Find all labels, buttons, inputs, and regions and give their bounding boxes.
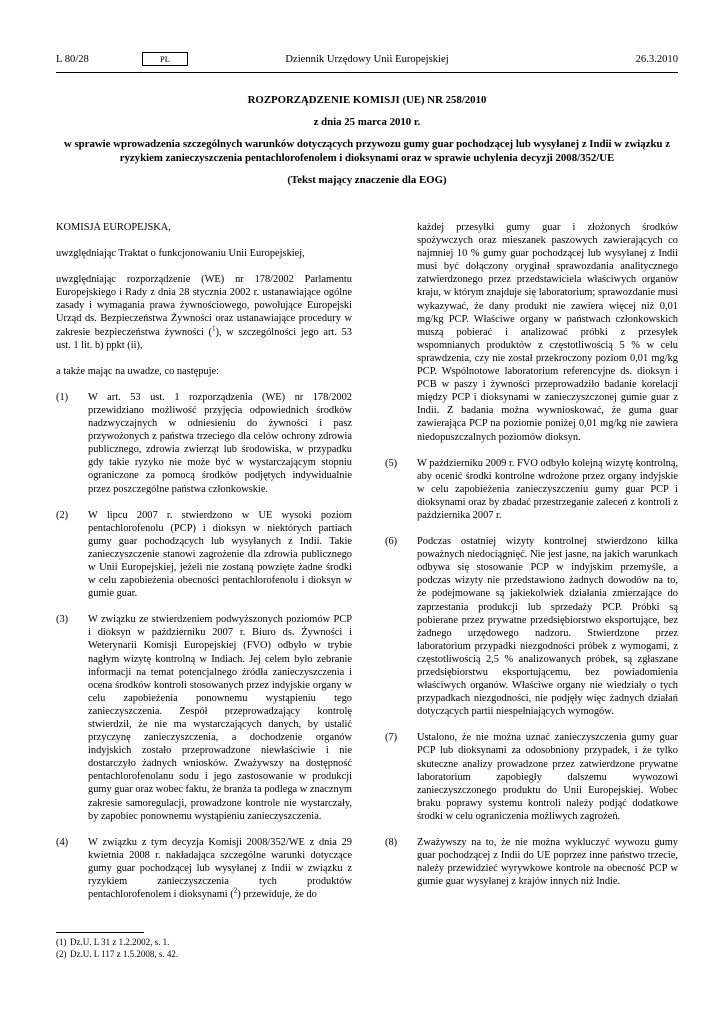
recital-4-continuation: każdej przesyłki gumy guar i złożonych środków spożywczych oraz mieszanek paszowych zawierających co najmniej 10 % gumy guar pochodzącej lub wysyłanej z Indii musi być dołączony oryginał sprawozdania analitycznego zatwierdzonego przez przedstawiciela właściwych organów kraju, w którym znajduje się laboratorium; sprawozdanie musi wykazywać, że dany produkt nie zawiera więcej niż 0,01 mg/kg PCP. Właściwe organy w państwach członkowskich muszą pobierać i analizować próbki z przesyłek wspomnianych produktów z częstotliwością 5 % w celu sprawdzenia, czy nie został przekroczony poziom 0,01 mg/kg PCP. Wspólnotowe laboratorium referencyjne ds. dioksyn i PCB w paszy i żywności przeprowadziło badanie korelacji między PCP i dioksynami w zanieczyszczonej gumie guar z Indii. Z badania można wywnioskować, że guma guar zawierająca PCP na poziomie poniżej 0,01 mg/kg nie zawiera niedopuszczalnych poziomów dioksyn. — [417, 222, 678, 443]
recital-text: Zważywszy na to, że nie można wykluczyć wywozu gumy guar pochodzącej z Indii do UE poprzez inne państwo trzecie, należy przewidzieć wyrywkowe kontrole na obecność PCP w gumie guar wysyłanej z krajów innych niż Indie. — [417, 837, 678, 888]
footnote-ref-2[interactable]: 2 — [233, 886, 238, 895]
recital-number: (6) — [385, 536, 398, 548]
recital-number: (2) — [56, 509, 69, 521]
eea-relevance: (Tekst mający znaczenie dla EOG) — [287, 174, 447, 186]
journal-name: Dziennik Urzędowy Unii Europejskiej — [285, 54, 449, 65]
recital-6 — [385, 535, 678, 718]
footnote-ref-1[interactable]: 1 — [211, 324, 216, 333]
recital-number: (7) — [385, 732, 398, 744]
recital-4 — [56, 836, 352, 901]
page-header — [56, 50, 678, 72]
recital-text: W październiku 2009 r. FVO odbyło kolejną wizytę kontrolną, aby ocenić środki kontrolne wdrożone przez organy indyjskie w celu zapobieżenia zanieczyszczeniu gumy guar PCP i dioksynami oraz by zbadać przestrzeganie zaleceń z kontroli z października 2007 r. — [417, 457, 678, 521]
preamble-whereas: a także mając na uwadze, co następuje: — [56, 365, 219, 377]
recital-number: (3) — [56, 614, 69, 626]
footnote-1 — [56, 936, 352, 948]
page-reference: L 80/28 — [56, 54, 89, 65]
recital-text: W art. 53 ust. 1 rozporządzenia (WE) nr 178/2002 przewidziano możliwość przyjęcia odpowiednich środków nadzwyczajnych w odniesieniu do żywności i pasz przywożonych z państwa trzeciego dla celów ochrony zdrowia publicznego, zdrowia zwierząt lub środowiska, w przypadku gdy takie ryzyko nie może być w wystarczającym stopniu ograniczone za pomocą środków podjętych indywidualnie przez poszczególne państwa członkowskie. — [88, 391, 352, 495]
recital-1 — [56, 391, 352, 496]
recital-5 — [385, 457, 678, 522]
recital-3 — [56, 613, 352, 823]
footnote-number: (2) — [56, 949, 67, 959]
recital-8 — [385, 836, 678, 888]
footnote-number: (1) — [56, 937, 67, 947]
regulation-number: ROZPORZĄDZENIE KOMISJI (UE) NR 258/2010 — [247, 94, 487, 106]
recital-number: (4) — [56, 836, 69, 848]
right-column — [385, 221, 678, 901]
left-column — [56, 221, 352, 914]
publication-date: 26.3.2010 — [635, 54, 678, 65]
footnote-text: Dz.U. L 31 z 1.2.2002, s. 1. — [70, 937, 170, 947]
recital-2 — [56, 509, 352, 601]
recital-text: W związku z tym decyzja Komisji 2008/352/WE z dnia 29 kwietnia 2008 r. nakładająca szczególne warunki dotyczące gumy guar pochodzącej lub wysyłanej z Indii w związku z ryzykiem zanieczyszczenia tych produktów pentachlorofenolem i dioksynami ($^2$) przewiduje, że do — [88, 836, 352, 901]
recital-text: W lipcu 2007 r. stwierdzono w UE wysoki poziom pentachlorofenolu (PCP) i dioksyn w niektórych partiach gumy guar pochodzących lub wysyłanych z Indii. Takie zanieczyszczenie stanowi zagrożenie dla zdrowia publicznego w Unii Europejskiej, jeżeli nie zostaną powzięte żadne środki w celu zapobieżenia obecności pentachlorofenolu i dioksyn w gumie guar. — [88, 509, 352, 600]
regulation-date: z dnia 25 marca 2010 r. — [313, 116, 421, 128]
recital-number: (1) — [56, 391, 69, 403]
recital-number: (5) — [385, 457, 398, 469]
footnotes — [56, 936, 352, 960]
footnote-2 — [56, 948, 352, 960]
recital-text: Podczas ostatniej wizyty kontrolnej stwierdzono kilka poważnych niedociągnięć. Nie jest jasne, na jakich warunkach odbywa się stosowanie PCP w indyjskim przemyśle, a podczas wizyty nie przedstawiono żadnych dowodów na to, że podejmowane są jakiekolwiek działania zmierzające do zaprzestania produkcji lub sprzedaży PCP. Próbki są pobierane przez prywatne przedsiębiorstwo eksportujące, bez żadnego urzędowego nadzoru. Stwierdzone przez laboratorium przypadki niezgodności próbek z wymogami, z częstotliwością 2,5 % analizowanych próbek, są zgłaszane przedsiębiorstwu eksportującemu, bez powiadomienia właściwych organów. Właściwe organy nie wiedziały o tych przypadkach niezgodności, nie podjęły więc żadnych działań dotyczących partii niespełniających wymogów. — [417, 536, 678, 718]
footnote-text: Dz.U. L 117 z 1.5.2008, s. 42. — [70, 949, 179, 959]
recital-7 — [385, 731, 678, 823]
regulation-subject: w sprawie wprowadzenia szczególnych warunków dotyczących przywozu gumy guar pochodzącej lub wysyłanej z Indii w związku z ryzykiem zanieczyszczenia pentachlorofenolem i dioksynami oraz w sprawie uchylenia decyzji 2008/352/UE — [63, 138, 670, 164]
recital-number: (8) — [385, 837, 398, 849]
language-badge: PL — [142, 52, 188, 66]
header-divider — [56, 72, 678, 73]
preamble-authority: KOMISJA EUROPEJSKA, — [56, 222, 171, 233]
preamble-regulation: uwzględniając rozporządzenie (WE) nr 178/2002 Parlamentu Europejskiego i Rady z dnia 28 stycznia 2002 r. ustanawiające ogólne zasady i wymagania prawa żywnościowego, powołujące Europejski Urząd ds. Bezpieczeństwa Żywności oraz ustanawiające procedury w zakresie bezpieczeństwa żywności ($^1$), w szczególności jego art. 53 ust. 1 lit. b) ppkt (ii), — [56, 274, 352, 351]
recital-text: W związku ze stwierdzeniem podwyższonych poziomów PCP i dioksyn w październiku 2007 r. Biuro ds. Żywności i Weterynarii Komisji Europejskiej (FVO) odbyło w trybie nagłym wizytę kontrolną w Indiach. Jej celem było zebranie informacji na temat potencjalnego źródła zanieczyszczenia i ocena środków kontroli stosowanych przez indyjskie organy w celu zapobieżenia ponownemu wystąpieniu tego zanieczyszczenia. Zespół przeprowadzający kontrolę stwierdził, że nie ma wystarczających danych, by ustalić przyczynę zanieczyszczenia, a dochodzenie organów indyjskich zostało przeprowadzone niewłaściwie i nie dostarczyło żadnych wniosków. Zważywszy na dostępność pentachlorofenolanu sodu i jego zastosowanie w produkcji gumy guar oraz wobec faktu, że branża ta podlega w znacznym zakresie samoregulacji, prowadzone kontrole nie wystarczały, by zapobiec ponownemu wystąpieniu zanieczyszczenia. — [88, 614, 352, 822]
footnote-divider — [56, 932, 144, 933]
preamble-treaty: uwzględniając Traktat o funkcjonowaniu Unii Europejskiej, — [56, 248, 305, 260]
recital-text: Ustalono, że nie można uznać zanieczyszczenia gumy guar PCP lub dioksynami za odosobniony przypadek, i że tylko skuteczne analizy prowadzone przez zatwierdzone prywatne laboratorium zapobiegły dalszemu wywozowi zanieczyszczonego produktu do Unii Europejskiej. Wobec braku poprawy systemu kontroli należy podjąć dodatkowe środki w celu ograniczenia możliwych zagrożeń. — [417, 732, 678, 822]
document-title — [56, 93, 678, 187]
